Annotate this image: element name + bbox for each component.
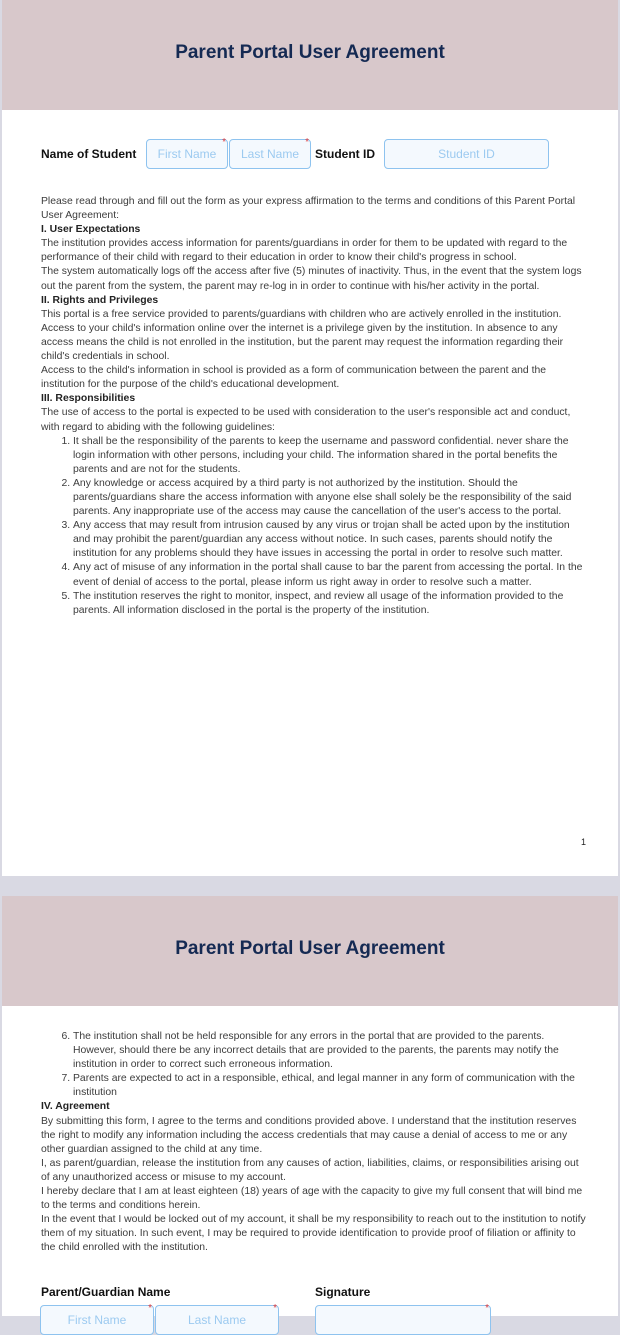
list-item: 7. Parents are expected to act in a responsible, ethical, and legal manner in any form of communication with the institution [73, 1072, 589, 1100]
document-page-2 [2, 896, 618, 1327]
paragraph: Access to the child's information in school is provided as a form of communication between the parent and the institution for the purpose of the child's educational development. [41, 365, 547, 391]
page-title: Parent Portal User Agreement [175, 938, 445, 959]
section-heading: II. Rights and Privileges [41, 294, 159, 306]
student-id-input[interactable] [384, 139, 549, 169]
student-last-name-placeholder: Last Name [240, 147, 300, 161]
student-first-name-input[interactable] [146, 139, 228, 169]
agreement-text-page-2 [41, 1030, 589, 1256]
required-mark: * [222, 137, 226, 148]
student-row [2, 139, 618, 169]
document-page-1 [2, 0, 618, 876]
list-item: 2. Any knowledge or access acquired by a third party is not authorized by the institution. Should the parents/guardians share the access information with anyone else shall solely be the responsibility of the said parents. Any inappropriate use of the access may cause the cancellation of the user's access to the portal. [73, 477, 589, 519]
guardian-name-label: Parent/Guardian Name [41, 1285, 171, 1299]
required-mark: * [485, 1303, 489, 1314]
paragraph: I hereby declare that I am at least eighteen (18) years of age with the capacity to give my full consent that will bind me to the terms and conditions herein. [41, 1186, 583, 1212]
header-banner [2, 896, 618, 1006]
list-item: 1. It shall be the responsibility of the parents to keep the username and password confidential. never share the login information with other persons, including your child. The information shared in the portal benefits the parents and are not for the students. [73, 435, 589, 477]
signature-pad[interactable] [315, 1305, 491, 1335]
student-first-name-placeholder: First Name [157, 147, 217, 161]
paragraph: In the event that I would be locked out of my account, it shall be my responsibility to reach out to the institution to notify them of my situation. In such event, I may be required to provide identification to provide proof of filiation or affinity to the child enrolled with the institution. [41, 1214, 586, 1254]
page-title: Parent Portal User Agreement [175, 42, 445, 63]
required-mark: * [273, 1303, 277, 1314]
list-item: 4. Any act of misuse of any information in the portal shall cause to bar the parent from accessing the portal. In the event of denial of access to the portal, please inform us right away in order to resolve such a matter. [73, 561, 589, 589]
intro-paragraph: Please read through and fill out the form as your express affirmation to the terms and conditions of this Parent Portal User Agreement: [41, 196, 576, 222]
paragraph: By submitting this form, I agree to the terms and conditions provided above. I understand that the institution reserves the right to modify any information including the access credentials that may cause a denial of access to me or any other guardian assigned to the child at any time. [41, 1115, 577, 1155]
required-mark: * [305, 137, 309, 148]
list-item: 3. Any access that may result from intrusion caused by any virus or trojan shall be acted upon by the institution and may prohibit the parent/guardian any access without notice. In such cases, parents should notify the institution for any problems should they have issues in accessing the portal in order to resolve such matter. [73, 519, 589, 561]
required-mark: * [148, 1303, 152, 1314]
guardian-first-name-placeholder: First Name [67, 1313, 127, 1327]
paragraph: The use of access to the portal is expected to be used with consideration to the user's responsible act and conduct, with regard to abiding with the following guidelines: [41, 407, 571, 433]
student-last-name-input[interactable] [229, 139, 311, 169]
list-item: 5. The institution reserves the right to monitor, inspect, and review all usage of the information provided to the parents. All information disclosed in the portal is the property of the institution. [73, 590, 589, 618]
student-id-placeholder: Student ID [438, 147, 495, 161]
section-heading: IV. Agreement [41, 1101, 110, 1113]
paragraph: The system automatically logs off the access after five (5) minutes of inactivity. Thus, in the event that the system logs out the parent from the system, the parent may re-log in in order to continue with his/her activity in the portal. [41, 266, 582, 292]
student-name-label: Name of Student [41, 147, 137, 161]
section-heading: I. User Expectations [41, 224, 141, 236]
paragraph: This portal is a free service provided to parents/guardians with children who are actively enrolled in the institution. Access to your child's information online over the internet is a privilege given by the institution. In absence to any access means the child is not enrolled in the institution, but the parent may request the information regarding their child's credentials in school. [41, 308, 564, 363]
paragraph: I, as parent/guardian, release the institution from any causes of action, liabilities, claims, or responsibilities arising out of any unauthorized access or misuse to my account. [41, 1157, 579, 1183]
student-id-label: Student ID [315, 147, 375, 161]
guidelines-list [41, 435, 589, 618]
signature-label: Signature [315, 1285, 371, 1299]
section-heading: III. Responsibilities [41, 393, 136, 405]
guidelines-list-continued [41, 1030, 589, 1100]
guardian-first-name-input[interactable] [40, 1305, 154, 1335]
paragraph: The institution provides access information for parents/guardians in order for them to be updated with regard to the performance of their child with regard to their education in order to know their child's progress in school. [41, 238, 568, 264]
list-item: 6. The institution shall not be held responsible for any errors in the portal that are provided to the parents. However, should there be any incorrect details that are provided to the parents, the parents may notify the institution in order to correct such erroneous information. [73, 1030, 589, 1072]
header-banner [2, 0, 618, 110]
page-number: 1 [580, 837, 586, 847]
guardian-last-name-input[interactable] [155, 1305, 279, 1335]
guardian-last-name-placeholder: Last Name [187, 1313, 247, 1327]
agreement-text-page-1 [41, 195, 589, 618]
